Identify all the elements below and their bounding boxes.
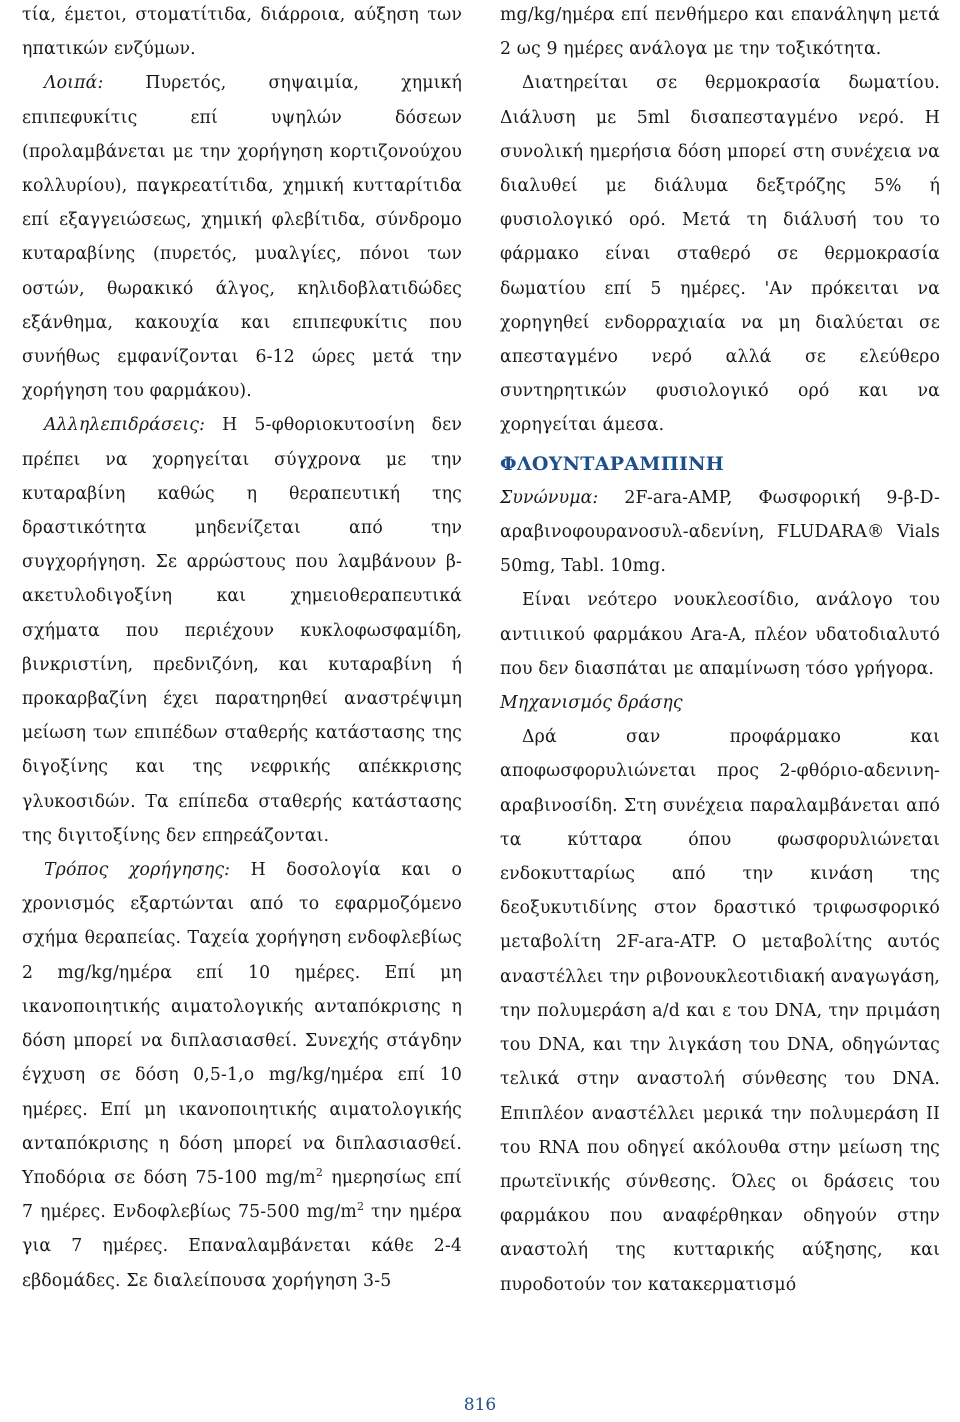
label-synonyms: Συνώνυμα: xyxy=(500,487,599,508)
text-administration-a: Η δοσολογία και ο χρονισμός εξαρτώνται από το εφαρμοζόμενο σχήμα θεραπείας. Ταχεία χορήγηση ενδοφλεβίως 2 mg/kg/ημέρα επί 10 ημέρες. Επί μη ικανοποιητικής αιματολογικής ανταπόκρισης η δόση μπορεί να διπλασιασθεί. Συνεχής στάγδην έγχυση σε δόση 0,5-1,ο mg/kg/ημέρα επί 10 ημέρες. Επί μη ικανοποιητικής αιματολογικής ανταπόκρισης η δόση μπορεί να διπλασιασθεί. Υποδόρια σε δόση 75-100 mg/m xyxy=(22,860,462,1188)
paragraph-storage: Διατηρείται σε θερμοκρασία δωματίου. Διάλυση με 5ml δισαπεσταγμένο νερό. Η συνολική ημερήσια δόση μπορεί στη συνέχεια να διαλυθεί με διάλυμα δεξτρόζης 5% ή φυσιολογικό ορό. Μετά τη διάλυσή του το φάρμακο είναι σταθερό σε θερμοκρασία δωματίου επί 5 ημέρες. 'Αν πρόκειται να χορηγηθεί ενδορραχιαία να μη διαλύεται σε απεσταγμένο νερό αλλά σε ελεύθερο συντηρητικών φυσιολογικό ορό και να χορηγείται άμεσα. xyxy=(500,73,940,436)
superscript-2: 2 xyxy=(315,1166,323,1180)
paragraph-administration xyxy=(22,853,462,1298)
label-other: Λοιπά: xyxy=(44,73,104,94)
label-interactions: Αλληλεπιδράσεις: xyxy=(44,415,206,436)
text-administration-b: ημερησίως επί 7 ημέρες. Ενδοφλεβίως 75-500 mg/m xyxy=(22,1167,462,1223)
paragraph-other-effects xyxy=(22,66,462,408)
paragraph-dose-continuation: mg/kg/ημέρα επί πενθήμερο και επανάληψη μετά 2 ως 9 ημέρες ανάλογα με την τοξικότητα. xyxy=(500,5,940,60)
page-number: 816 xyxy=(463,1395,497,1415)
text-interactions: Η 5-φθοριοκυτοσίνη δεν πρέπει να χορηγείται σύγχρονα με την κυταραβίνη καθώς η θεραπευτική της δραστικότητα μηδενίζεται από την συγχορήγηση. Σε αρρώστους που λαμβάνουν β-ακετυλοδιγοξίνη και χημειοθεραπευτικά σχήματα που περιέχουν κυκλοφωσφαμίδη, βινκριστίνη, πρεδνιζόνη, και κυταραβίνη ή προκαρβαζίνη έχει παρατηρηθεί αναστρέψιμη μείωση των επιπέδων σταθερής κατάστασης της διγοξίνης και της νεφρικής απέκκρισης γλυκοσιδών. Τα επίπεδα σταθερής κατάστασης της διγιτοξίνης δεν επηρεάζονται. xyxy=(22,415,462,846)
paragraph-description: Είναι νεότερο νουκλεοσίδιο, ανάλογο του αντιιικού φαρμάκου Ara-A, πλέον υδατοδιαλυτό που δεν διασπάται με απαμίνωση τόσο γρήγορα. xyxy=(500,590,940,679)
paragraph-adverse-effects-end: τία, έμετοι, στοματίτιδα, διάρροια, αύξηση των ηπατικών ενζύμων. xyxy=(22,5,462,60)
text-synonyms: 2F-ara-AMP, Φωσφορική 9-β-D-αραβινοφουρανοσυλ-αδενίνη, FLUDARA® Vials 50mg, Tabl. 10mg. xyxy=(500,487,940,577)
subheading-mechanism: Μηχανισμός δράσης xyxy=(500,693,683,714)
left-column xyxy=(22,0,462,1298)
paragraph-mechanism: Δρά σαν προφάρμακο και αποφωσφορυλιώνεται προς 2-φθόριο-αδενινη-αραβινοσίδη. Στη συνέχεια παραλαμβάνεται από τα κύτταρα όπου φωσφορυλιώνεται ενδοκυτταρίως από την κινάση της δεοξυκυτιδίνης στον δραστικό τριφωσφορικό μεταβολίτη 2F-ara-ATP. Ο μεταβολίτης αυτός αναστέλλει την ριβονουκλεοτιδιακή αναγωγάση, την πολυμεράση a/d και ε του DNA, την πριμάση του DNA, και την λιγκάση του DNA, οδηγώντας τελικά στην αναστολή σύνθεσης του DNA. Επιπλέον αναστέλλει μερικά την πολυμεράση II του RNA που οδηγεί ακόλουθα στην μείωση της πρωτεϊνικής σύνθεσης. Όλες οι δράσεις του φαρμάκου που αναφέρθηκαν οδηγούν στην αναστολή της κυτταρικής αύξησης, και πυροδοτούν τον κατακερματισμό xyxy=(500,727,940,1295)
text-administration-c: την ημέρα για 7 ημέρες. Επαναλαμβάνεται κάθε 2-4 εβδομάδες. Σε διαλείπουσα χορήγηση 3-5 xyxy=(22,1202,462,1291)
text-other: Πυρετός, σηψαιμία, χημική επιπεφυκίτις επί υψηλών δόσεων (προλαμβάνεται με την χορήγηση κορτιζονούχου κολλυρίου), παγκρεατίτιδα, χημική κυτταρίτιδα επί εξαγγειώσεως, χημική φλεβίτιδα, σύνδρομο κυταραβίνης (πυρετός, μυαλγίες, πόνοι των οστών, θωρακικό άλγος, κηλιδοβλατιδώδες εξάνθημα, κακουχία και επιπεφυκίτις που συνήθως εμφανίζονται 6-12 ώρες μετά την χορήγηση του φαρμάκου). xyxy=(22,73,462,402)
paragraph-synonyms xyxy=(500,481,940,584)
label-administration: Τρόπος χορήγησης: xyxy=(44,860,231,881)
section-heading-fludarabine: ΦΛΟΥΝΤΑΡΑΜΠΙΝΗ xyxy=(500,452,725,475)
superscript-2: 2 xyxy=(356,1200,365,1214)
right-column xyxy=(500,0,940,1302)
paragraph-interactions xyxy=(22,408,462,853)
